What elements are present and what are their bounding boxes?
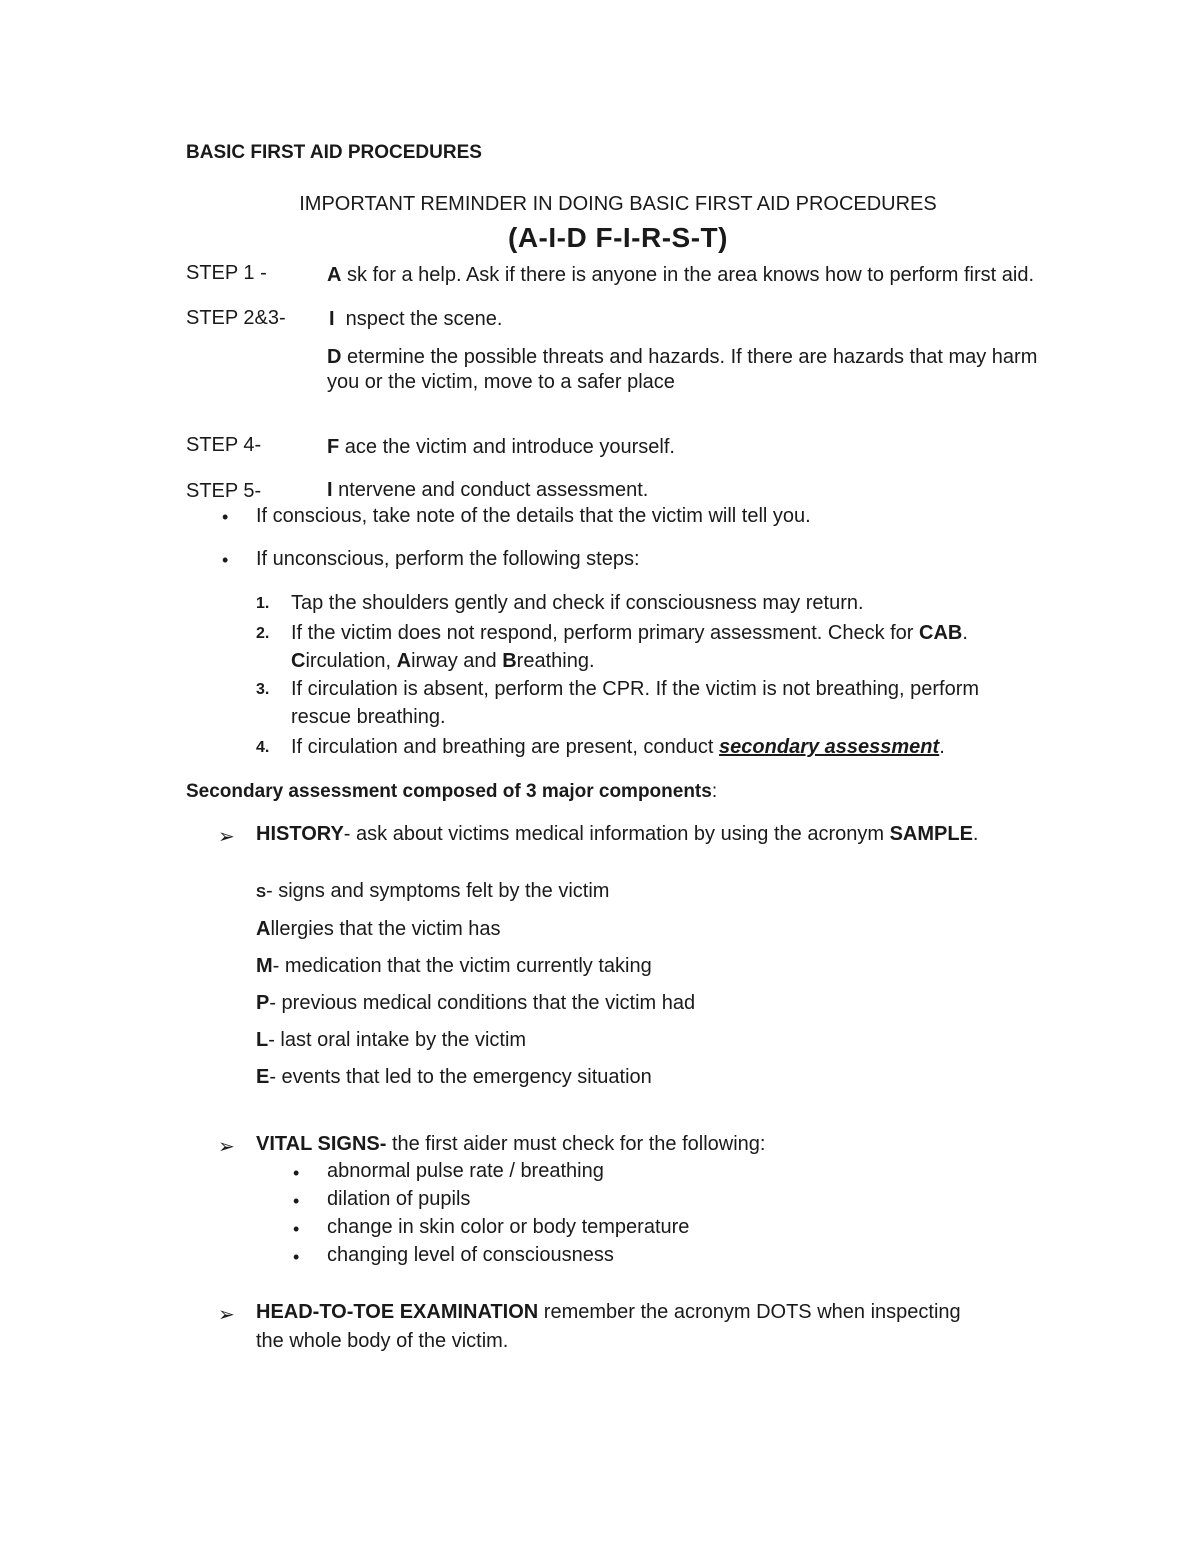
list-number: 3. <box>256 681 270 698</box>
sample-text: - events that led to the emergency situation <box>269 1066 652 1088</box>
sample-a <box>256 918 501 941</box>
head-to-toe-text: remember the acronym DOTS when inspecting <box>538 1301 961 1323</box>
list-number: 2. <box>256 625 270 642</box>
sample-acronym: SAMPLE <box>889 823 973 845</box>
bullet-icon: • <box>293 1163 300 1183</box>
secondary-heading <box>186 781 717 803</box>
sample-letter: M <box>256 955 273 977</box>
sample-text: - last oral intake by the victim <box>268 1029 527 1051</box>
sample-s <box>256 880 609 903</box>
numbered-item-3: If circulation is absent, perform the CPR. If the victim is not breathing, perform <box>291 678 980 700</box>
bullet-icon: • <box>222 550 229 570</box>
sample-text: - signs and symptoms felt by the victim <box>266 880 610 902</box>
bullet-icon: • <box>293 1191 300 1211</box>
step-letter: I <box>329 308 335 330</box>
vital-signs-label: VITAL SIGNS- <box>256 1133 387 1155</box>
step-body: sk for a help. Ask if there is anyone in the area knows how to perform first aid. <box>341 264 1035 286</box>
numbered-item-2 <box>291 622 968 645</box>
step-1-text <box>327 264 1034 287</box>
bullet-icon: • <box>293 1219 300 1239</box>
numbered-item-4 <box>291 736 945 759</box>
item-text-end: . <box>962 622 968 644</box>
vital-signs-text: the first aider must check for the following: <box>386 1133 766 1155</box>
cab-word: reathing. <box>516 650 595 672</box>
step-3-text <box>327 346 1037 369</box>
arrow-bullet-icon: ➢ <box>218 1136 235 1158</box>
sample-text: - medication that the victim currently taking <box>272 955 652 977</box>
step-1-label: STEP 1 - <box>186 262 267 284</box>
sample-e <box>256 1066 652 1089</box>
head-to-toe-item <box>256 1301 961 1324</box>
list-number: 4. <box>256 739 270 756</box>
sample-p <box>256 992 695 1015</box>
aid-first-acronym: (A-I-D F-I-R-S-T) <box>508 222 728 253</box>
vital-sign: dilation of pupils <box>327 1188 471 1210</box>
arrow-bullet-icon: ➢ <box>218 826 235 848</box>
history-text: - ask about victims medical information by using the acronym <box>343 823 890 845</box>
step-4-label: STEP 4- <box>186 434 262 456</box>
sample-letter: S <box>256 884 267 901</box>
sample-letter: E <box>256 1066 270 1088</box>
sample-l <box>256 1029 526 1052</box>
history-item <box>256 823 978 846</box>
unconscious-bullet: If unconscious, perform the following steps: <box>256 548 640 570</box>
arrow-bullet-icon: ➢ <box>218 1304 235 1326</box>
numbered-item-2-line2 <box>291 650 595 673</box>
sample-m <box>256 955 652 978</box>
step-2-3-label: STEP 2&3- <box>186 307 286 329</box>
head-to-toe-line2: the whole body of the victim. <box>256 1330 509 1352</box>
item-text-end: . <box>939 736 945 758</box>
item-text: If the victim does not respond, perform primary assessment. Check for <box>291 622 920 644</box>
cab-letter: C <box>291 650 306 672</box>
cab-letter: B <box>502 650 517 672</box>
document-subtitle: IMPORTANT REMINDER IN DOING BASIC FIRST AID PROCEDURES <box>299 193 937 215</box>
vital-signs-item <box>256 1133 765 1156</box>
step-letter: I <box>327 479 333 501</box>
numbered-item-1: Tap the shoulders gently and check if consciousness may return. <box>291 592 864 614</box>
step-body: etermine the possible threats and hazards. If there are hazards that may harm <box>341 346 1038 368</box>
vital-sign: abnormal pulse rate / breathing <box>327 1160 604 1182</box>
history-end: . <box>972 823 979 845</box>
step-4-text <box>327 436 675 459</box>
item-text: If circulation and breathing are present, conduct <box>291 736 720 758</box>
step-5-text <box>327 479 648 502</box>
step-letter: F <box>327 436 340 458</box>
cab-word: irculation, <box>305 650 397 672</box>
conscious-bullet: If conscious, take note of the details that the victim will tell you. <box>256 505 811 527</box>
sample-text: - previous medical conditions that the victim had <box>269 992 696 1014</box>
cab-acronym: CAB <box>919 622 963 644</box>
sample-letter: L <box>256 1029 269 1051</box>
cab-letter: A <box>396 650 412 672</box>
step-body: nspect the scene. <box>334 308 503 330</box>
secondary-heading-colon: : <box>711 781 718 802</box>
history-label: HISTORY <box>256 823 344 845</box>
step-5-label: STEP 5- <box>186 480 262 502</box>
step-letter: D <box>327 346 342 368</box>
step-body: ace the victim and introduce yourself. <box>339 436 675 458</box>
head-to-toe-label: HEAD-TO-TOE EXAMINATION <box>256 1301 539 1323</box>
bullet-icon: • <box>293 1247 300 1267</box>
step-2-text <box>329 308 502 331</box>
sample-letter: P <box>256 992 270 1014</box>
cab-word: irway and <box>411 650 503 672</box>
document-title: BASIC FIRST AID PROCEDURES <box>186 142 482 163</box>
step-letter: A <box>327 264 342 286</box>
vital-sign: changing level of consciousness <box>327 1244 614 1266</box>
bullet-icon: • <box>222 507 229 527</box>
step-body: ntervene and conduct assessment. <box>332 479 649 501</box>
step-3-text-line2: you or the victim, move to a safer place <box>327 371 675 393</box>
list-number: 1. <box>256 595 270 612</box>
numbered-item-3-line2: rescue breathing. <box>291 706 446 728</box>
sample-letter: A <box>256 918 271 940</box>
vital-sign: change in skin color or body temperature <box>327 1216 690 1238</box>
secondary-assessment-link: secondary assessment <box>719 736 940 758</box>
sample-text: llergies that the victim has <box>270 918 501 940</box>
secondary-heading-text: Secondary assessment composed of 3 major components <box>186 781 712 802</box>
